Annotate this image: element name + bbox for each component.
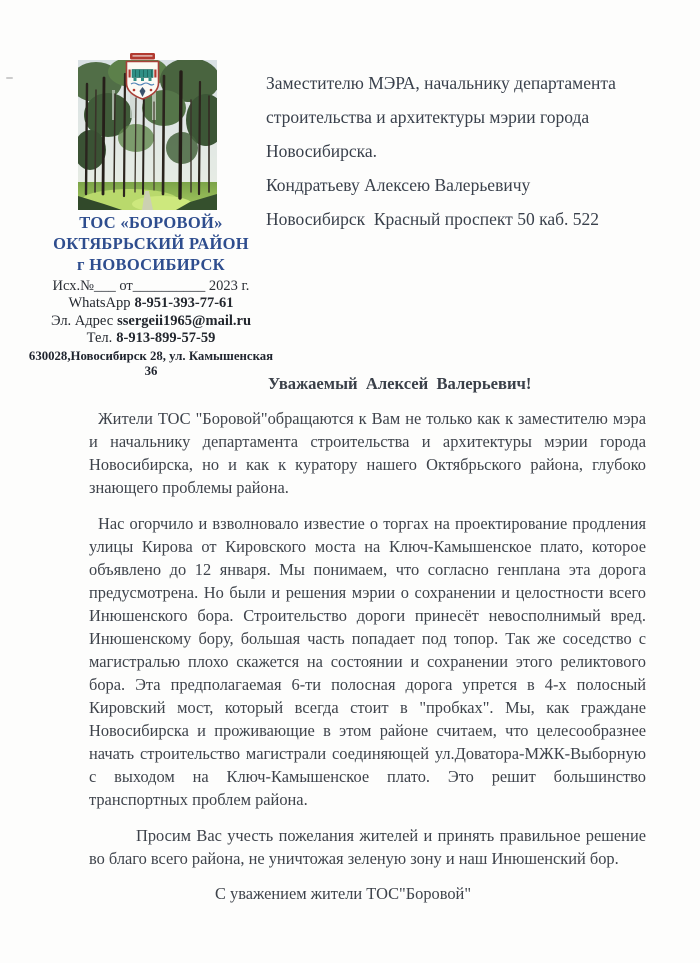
recipient-line: Новосибирск Красный проспект 50 каб. 522 <box>266 209 599 229</box>
contact-whatsapp-label: WhatsApp <box>68 295 131 311</box>
recipient-line: Заместителю МЭРА, начальнику департамента <box>266 73 616 93</box>
postal-address: 630028,Новосибирск 28, ул. Камышенская 36 <box>28 348 274 378</box>
contact-whatsapp-value: 8-951-393-77-61 <box>134 295 234 311</box>
closing-line: С уважением жители ТОС"Боровой" <box>215 884 472 903</box>
recipient-line: Новосибирска. <box>266 141 378 161</box>
salutation: Уважаемый Алексей Валерьевич! <box>268 374 532 393</box>
contact-email-label: Эл. Адрес <box>50 312 114 329</box>
outgoing-ref-line: Исх.№___ от__________ 2023 г. <box>52 278 250 294</box>
paragraph-1: Жители ТОС "Боровой"обращаются к Вам не только как к заместителю мэра и начальнику департамента строительства и архитектуры мэрии города Новосибирска, но и как к куратору нашего Октябрьского района, глубоко знающего проблемы района. <box>89 409 646 497</box>
contact-email-value: ssergeii1965@mail.ru <box>117 312 252 329</box>
recipient-line: Кондратьеву Алексею Валерьевичу <box>266 175 531 195</box>
paragraph-3: Просим Вас учесть пожелания жителей и принять правильное решение во благо всего района, не уничтожая зеленую зону и наш Инюшенский бор. <box>89 826 646 868</box>
contact-email <box>22 313 280 331</box>
letter-body <box>89 374 646 904</box>
org-header-block <box>22 212 280 379</box>
contact-phone <box>22 330 280 348</box>
org-name: ТОС «БОРОВОЙ» <box>79 213 223 232</box>
district-emblem <box>122 52 163 102</box>
recipient-line: строительства и архитектуры мэрии города <box>266 107 590 127</box>
district-emblem-icon <box>122 52 163 102</box>
contact-whatsapp <box>22 295 280 313</box>
contact-phone-label: Тел. <box>86 330 113 346</box>
org-city: г НОВОСИБИРСК <box>77 255 225 274</box>
org-district: ОКТЯБРЬСКИЙ РАЙОН <box>53 234 249 253</box>
contact-phone-value: 8-913-899-57-59 <box>116 330 216 346</box>
paragraph-2: Нас огорчило и взволновало известие о торгах на проектирование продления улицы Кирова от Кировского моста на Ключ-Камышенское плато, которое объявлено до 12 января. Мы понимаем, что согласно генплана эта дорога предусмотрена. Но были и решения мэрии о сохранении и целостности всего Инюшенского бора. Строительство дороги принесёт невосполнимый вред. Инюшенскому бору, большая часть попадает под топор. Так же соседство с магистралью плохо скажется на состоянии и сохранении этого реликтового бора. Эта предполагаемая 6-ти полосная дорога упрется в 4-х полосный Кировский мост, который всегда стоит в "пробках". Мы, как граждане Новосибирска и проживающие в этом районе считаем, что целесообразнее начать строительство магистрали соединяющей ул.Доватора-МЖК-Выборную с выходом на Ключ-Камышенское плато. Это решит большинство транспортных проблем района. <box>89 514 646 809</box>
recipient-block <box>266 66 674 236</box>
scan-artifact <box>6 77 13 79</box>
